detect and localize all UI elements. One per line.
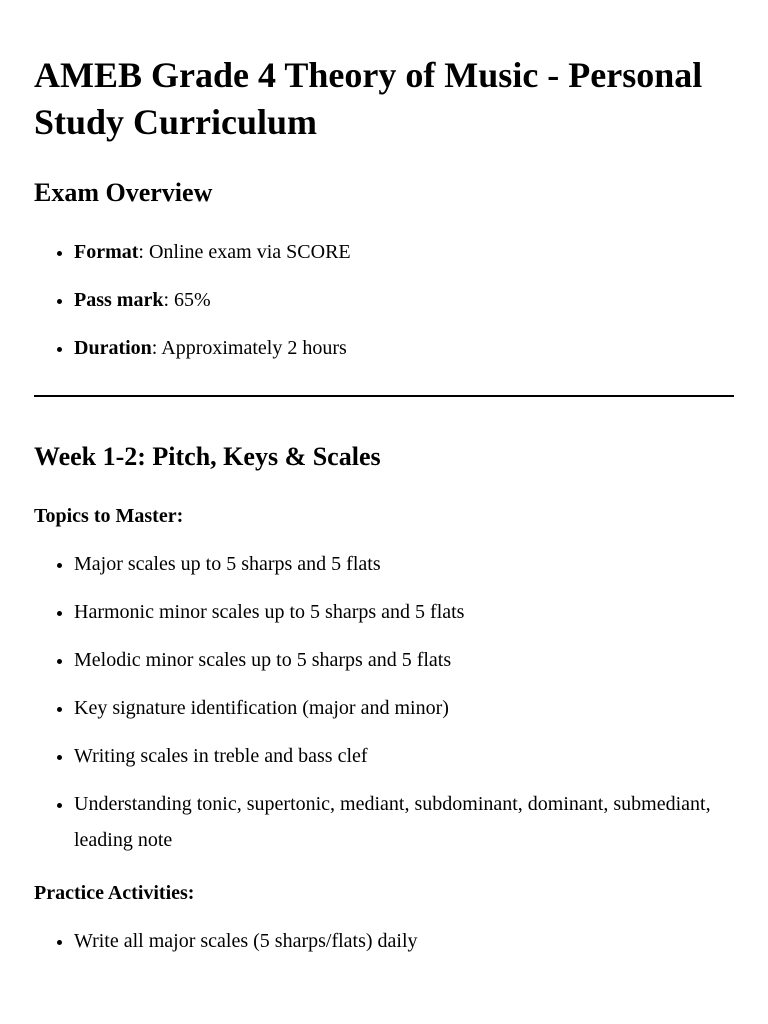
list-item: • Harmonic minor scales up to 5 sharps and 5 flats [74,588,734,636]
topics-heading: Topics to Master: [34,505,184,527]
exam-overview-list [34,228,734,372]
overview-item-pass-mark [74,276,734,324]
overview-item-format [74,228,734,276]
page-title: AMEB Grade 4 Theory of Music - Personal Study Curriculum [34,55,703,142]
overview-item-duration [74,324,734,372]
overview-label: Duration [74,337,152,359]
section-divider [34,395,734,397]
list-item: • Write all major scales (5 sharps/flats) daily [74,917,734,965]
list-item: • Writing scales in treble and bass clef [74,732,734,780]
list-item: • Major scales up to 5 sharps and 5 flats [74,540,734,588]
practice-list [34,917,734,965]
exam-overview-heading: Exam Overview [34,178,213,207]
overview-value: : Online exam via SCORE [138,241,351,263]
overview-value: : 65% [163,289,211,311]
list-item: • Key signature identification (major and minor) [74,684,734,732]
list-item: • Melodic minor scales up to 5 sharps and 5 flats [74,636,734,684]
practice-heading: Practice Activities: [34,882,195,904]
overview-label: Pass mark [74,289,164,311]
overview-label: Format [74,241,139,263]
topics-list [34,540,734,864]
overview-value: : Approximately 2 hours [151,337,347,359]
list-item: • Understanding tonic, supertonic, mediant, subdominant, dominant, submediant, leading note [74,780,734,864]
week-heading: Week 1-2: Pitch, Keys & Scales [34,442,381,471]
